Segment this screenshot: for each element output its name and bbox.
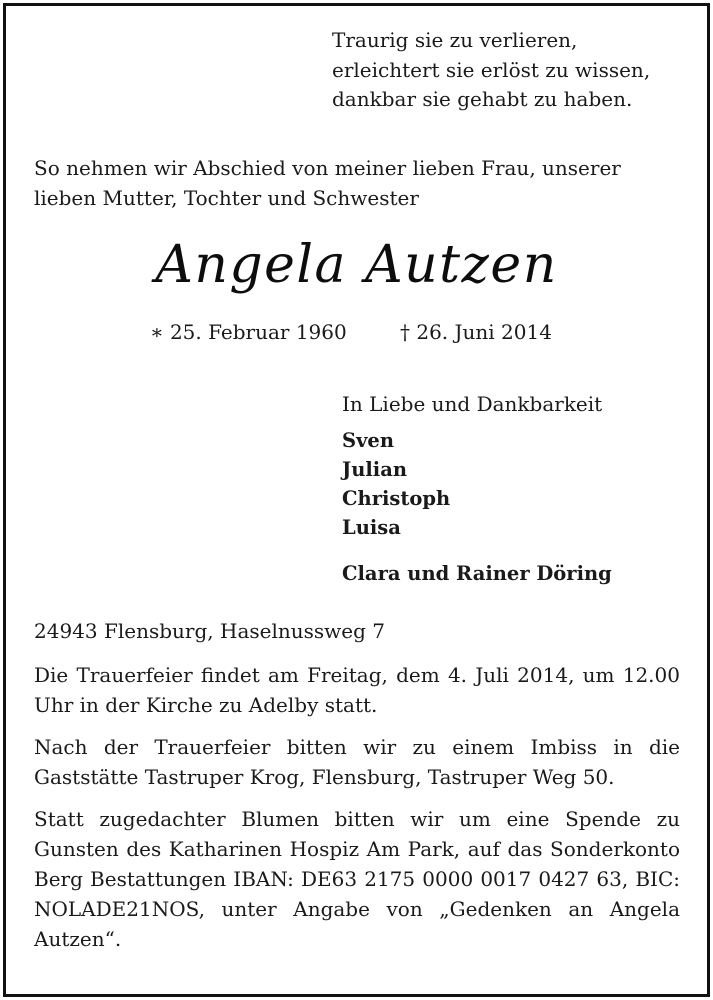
reception-info: Nach der Trauerfeier bitten wir zu einem Imbiss in die Gaststätte Tastruper Krog, Flensburg, Tastruper Weg 50.	[34, 735, 680, 789]
birth-date: ∗ 25. Februar 1960	[150, 320, 347, 344]
family-signatures	[342, 390, 612, 588]
thanks-line: In Liebe und Dankbarkeit	[342, 392, 603, 416]
intro-line: lieben Mutter, Tochter und Schwester	[34, 185, 419, 210]
family-member: Luisa	[342, 516, 401, 539]
poem-line: dankbar sie gehabt zu haben.	[332, 87, 633, 111]
family-member: Julian	[342, 458, 408, 481]
family-member: Sven	[342, 429, 394, 452]
poem	[332, 26, 692, 115]
ceremony-info: Die Trauerfeier findet am Freitag, dem 4. Juli 2014, um 12.00 Uhr in der Kirche zu Adelby statt.	[34, 663, 680, 717]
deceased-name: Angela Autzen	[155, 235, 558, 295]
poem-line: Traurig sie zu verlieren,	[332, 28, 578, 52]
parents-names: Clara und Rainer Döring	[342, 562, 612, 585]
address: 24943 Flensburg, Haselnussweg 7	[34, 619, 385, 643]
family-member: Christoph	[342, 487, 451, 510]
donation-info: Statt zugedachter Blumen bitten wir um eine Spende zu Gunsten des Katharinen Hospiz Am Park, auf das Sonderkonto Berg Bestattungen IBAN: DE63 2175 0000 0017 0427 63, BIC: NOLADE21NOS, unter Angabe von „Gedenken an Angela Autzen“.	[34, 807, 680, 951]
farewell-intro	[34, 154, 682, 213]
intro-line: So nehmen wir Abschied von meiner lieben Frau, unserer	[34, 156, 621, 180]
death-date: † 26. Juni 2014	[400, 320, 552, 344]
poem-line: erleichtert sie erlöst zu wissen,	[332, 57, 651, 82]
